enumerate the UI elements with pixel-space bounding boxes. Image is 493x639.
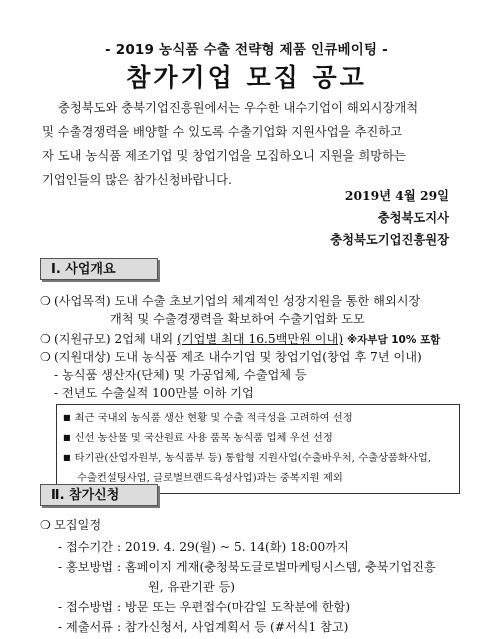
square-bullet-icon: ■ — [63, 453, 71, 462]
target-sub-item: - 농식품 생산자(단체) 및 가공업체, 수출업체 등 — [54, 368, 307, 382]
note-item: ■ 신선 농산물 및 국산원료 사용 품목 농식품 업체 우선 선정 — [63, 432, 333, 444]
scale-item — [40, 330, 440, 349]
page-title: 참가기업 모집 공고 — [126, 63, 367, 92]
intro-line: 기업인들의 많은 참가신청바랍니다. — [42, 173, 232, 187]
purpose-item — [40, 292, 420, 310]
section-heading-overview: Ⅰ. 사업개요 — [40, 258, 158, 280]
circle-bullet-icon: ❍ — [40, 518, 51, 532]
square-bullet-icon: ■ — [63, 413, 71, 422]
promotion-method-continued: 원, 유관기관 등) — [148, 580, 236, 594]
section-heading-application: Ⅱ. 참가신청 — [40, 484, 158, 506]
scale-text: (지원규모) 2업체 내외 — [54, 332, 178, 346]
note-item: ■ 최근 국내외 농식품 생산 현황 및 수출 적극성을 고려하여 선정 — [63, 412, 353, 424]
scale-note: ※자부담 10% 포함 — [346, 334, 441, 346]
circle-bullet-icon: ❍ — [40, 332, 51, 346]
purpose-continued: 개척 및 수출경쟁력을 확보하여 수출기업화 도모 — [110, 312, 365, 326]
square-bullet-icon: ■ — [63, 433, 71, 442]
announcement-date: 2019년 4월 29일 — [344, 188, 449, 203]
application-period: - 접수기간 : 2019. 4. 29(월) ~ 5. 14(화) 18:00까지 — [58, 540, 349, 554]
intro-paragraph — [42, 96, 452, 192]
note-item: ■ 타기관(산업자원부, 농식품부 등) 통합형 지원사업(수출바우처, 수출상품화사업, — [63, 452, 432, 464]
purpose-text: (사업목적) 도내 수출 초보기업의 체계적인 성장지원을 통한 해외시장 — [54, 294, 421, 308]
target-sub-item: - 전년도 수출실적 100만불 이하 기업 — [54, 386, 254, 400]
intro-line: 및 수출경쟁력을 배양할 수 있도록 수출기업화 지원사업을 추진하고 — [42, 125, 402, 139]
issuer-agency: 충청북도기업진흥원장 — [330, 232, 449, 247]
selection-notes-box — [56, 404, 460, 494]
schedule-item — [40, 516, 101, 534]
page-subtitle: - 2019 농식품 수출 전략형 제품 인큐베이팅 - — [105, 42, 388, 58]
target-item — [40, 348, 422, 366]
submission-method: - 접수방법 : 방문 또는 우편접수(마감일 도착분에 한함) — [58, 600, 351, 614]
circle-bullet-icon: ❍ — [40, 294, 51, 308]
schedule-title: 모집일정 — [54, 518, 102, 532]
circle-bullet-icon: ❍ — [40, 350, 51, 364]
scale-limit: (기업별 최대 16.5백만원 이내) — [177, 332, 344, 346]
intro-line: 자 도내 농식품 제조기업 및 창업기업을 모집하오니 지원을 희망하는 — [42, 149, 406, 163]
issuer-governor: 충청북도지사 — [377, 210, 449, 225]
note-item: 수출컨설팅사업, 글로벌브랜드육성사업)과는 중복지원 제외 — [77, 472, 343, 484]
promotion-method: - 홍보방법 : 홈페이지 게재(충청북도글로벌마케팅시스템, 충북기업진흥 — [58, 560, 436, 574]
intro-line: 충청북도와 충북기업진흥원에서는 우수한 내수기업이 해외시장개척 — [58, 101, 419, 115]
target-text: (지원대상) 도내 농식품 제조 내수기업 및 창업기업(창업 후 7년 이내) — [54, 350, 422, 364]
required-documents: - 제출서류 : 참가신청서, 사업계획서 등 (#서식1 참고) — [58, 620, 349, 634]
